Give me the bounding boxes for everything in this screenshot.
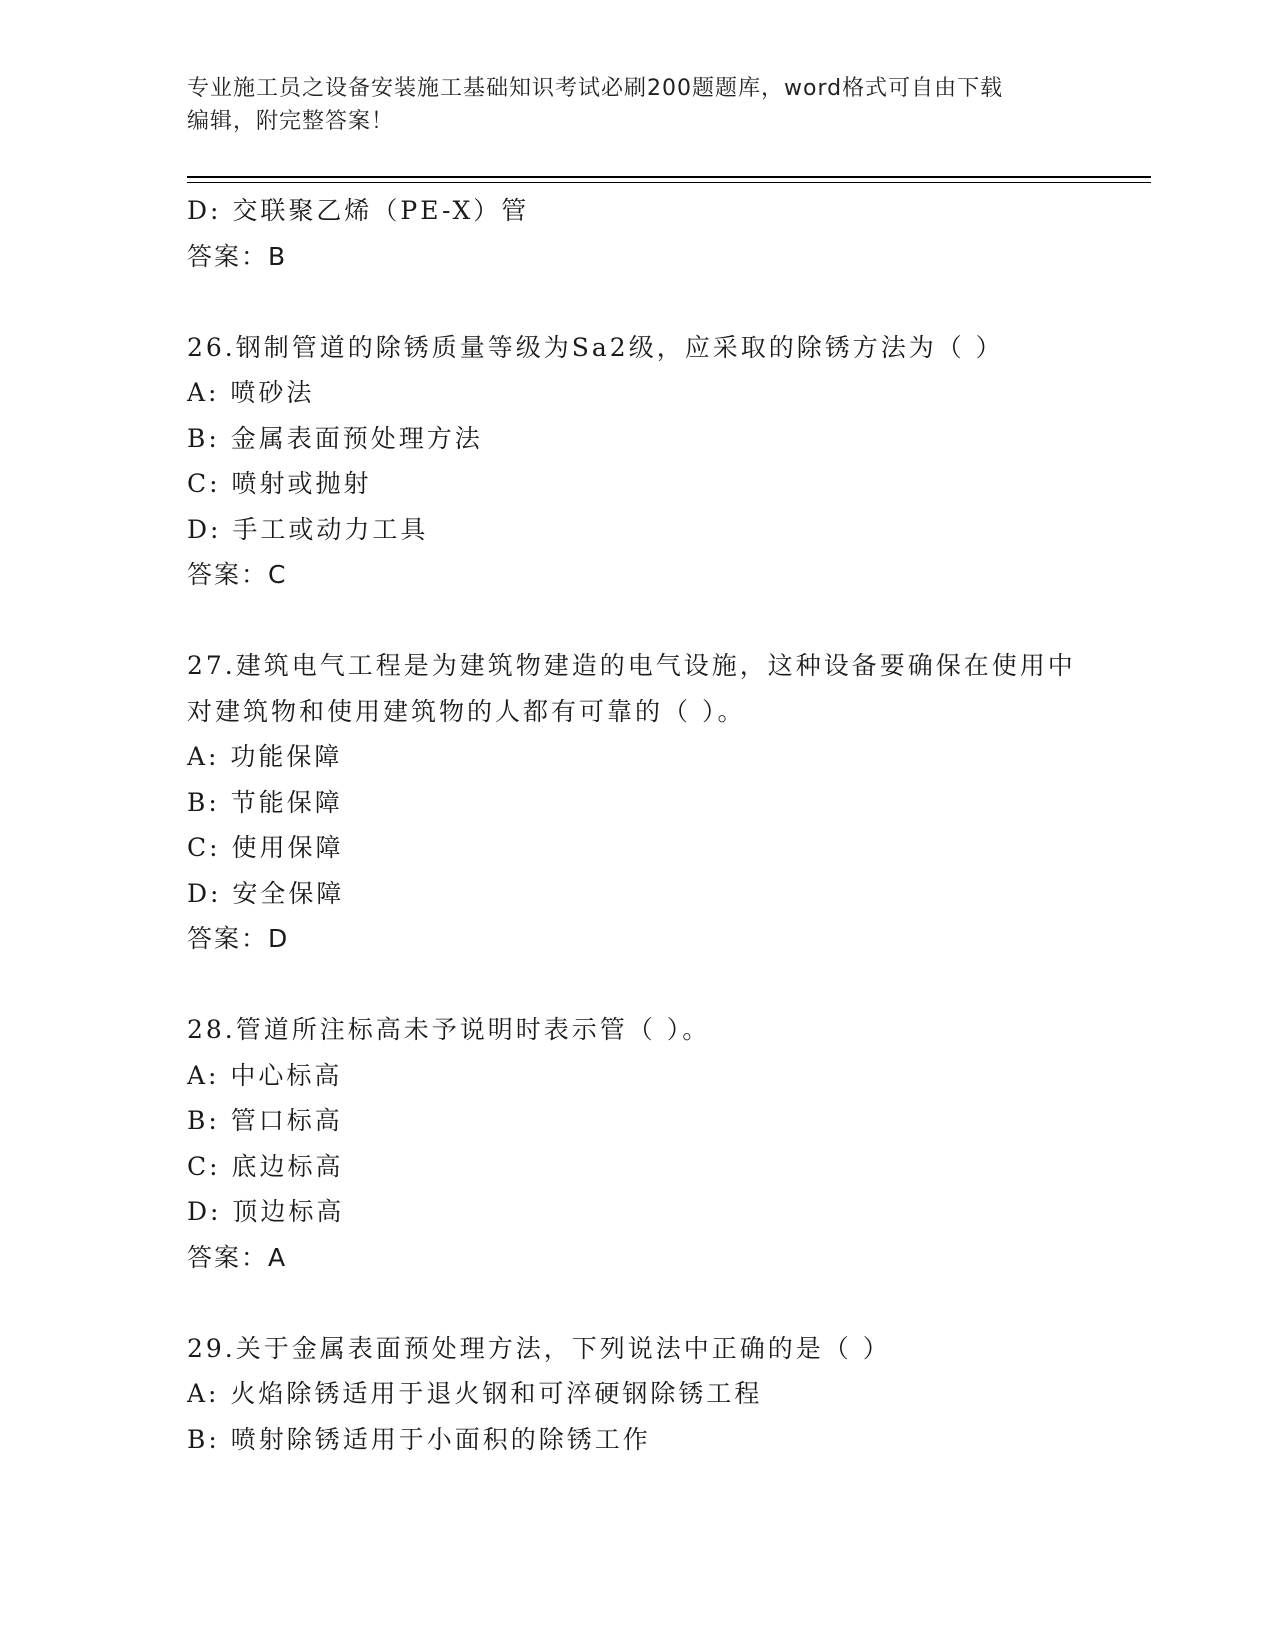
option-b: B: 管口标高 [187,1106,343,1135]
option-d: D: 手工或动力工具 [187,514,429,544]
option-d: D: 安全保障 [187,878,345,908]
question-28 [187,1007,1087,1280]
header-line-1: 专业施工员之设备安装施工基础知识考试必刷200题题库，word格式可自由下载 [187,76,1004,101]
option-b: B: 节能保障 [187,787,343,817]
option-d: D: 交联聚乙烯（PE-X）管 [187,196,530,225]
question-stem: 26.钢制管道的除锈质量等级为Sa2级，应采取的除锈方法为（ ） [187,332,1004,362]
answer-value: B [268,241,288,271]
answer-label: 答案： [187,241,269,271]
document-header [187,72,1087,138]
option-c: C: 底边标高 [187,1151,344,1181]
header-divider-thick [187,176,1151,178]
document-body [187,188,1087,1462]
option-b: B: 金属表面预处理方法 [187,423,483,453]
answer-label: 答案： [187,924,269,953]
question-29 [187,1326,1087,1463]
answer-value: A [268,1242,288,1272]
answer-value: D [268,924,290,953]
option-c: C: 使用保障 [187,833,344,862]
answer-label: 答案： [187,1242,269,1272]
answer-line [187,552,1087,598]
option-b: B: 喷射除锈适用于小面积的除锈工作 [187,1424,651,1454]
option-c: C: 喷射或抛射 [187,469,372,498]
option-a: A: 喷砂法 [187,378,315,407]
question-27 [187,643,1087,962]
header-divider-thin [187,182,1151,183]
header-line-2: 编辑，附完整答案！ [187,109,395,134]
question-25-tail [187,188,1087,279]
answer-line [187,1235,1087,1281]
question-26 [187,325,1087,598]
question-stem: 27.建筑电气工程是为建筑物建造的电气设施，这种设备要确保在使用中对建筑物和使用建筑物的人都有可靠的（ ）。 [187,651,1076,726]
option-a: A: 火焰除锈适用于退火钢和可淬硬钢除锈工程 [187,1379,763,1408]
question-stem: 28.管道所注标高未予说明时表示管（ ）。 [187,1015,711,1044]
option-a: A: 中心标高 [187,1060,343,1090]
question-stem: 29.关于金属表面预处理方法，下列说法中正确的是（ ） [187,1333,891,1363]
answer-value: C [268,560,288,589]
option-a: A: 功能保障 [187,742,343,771]
option-d: D: 顶边标高 [187,1197,345,1226]
answer-line [187,234,1087,280]
answer-line [187,916,1087,962]
answer-label: 答案： [187,560,269,589]
